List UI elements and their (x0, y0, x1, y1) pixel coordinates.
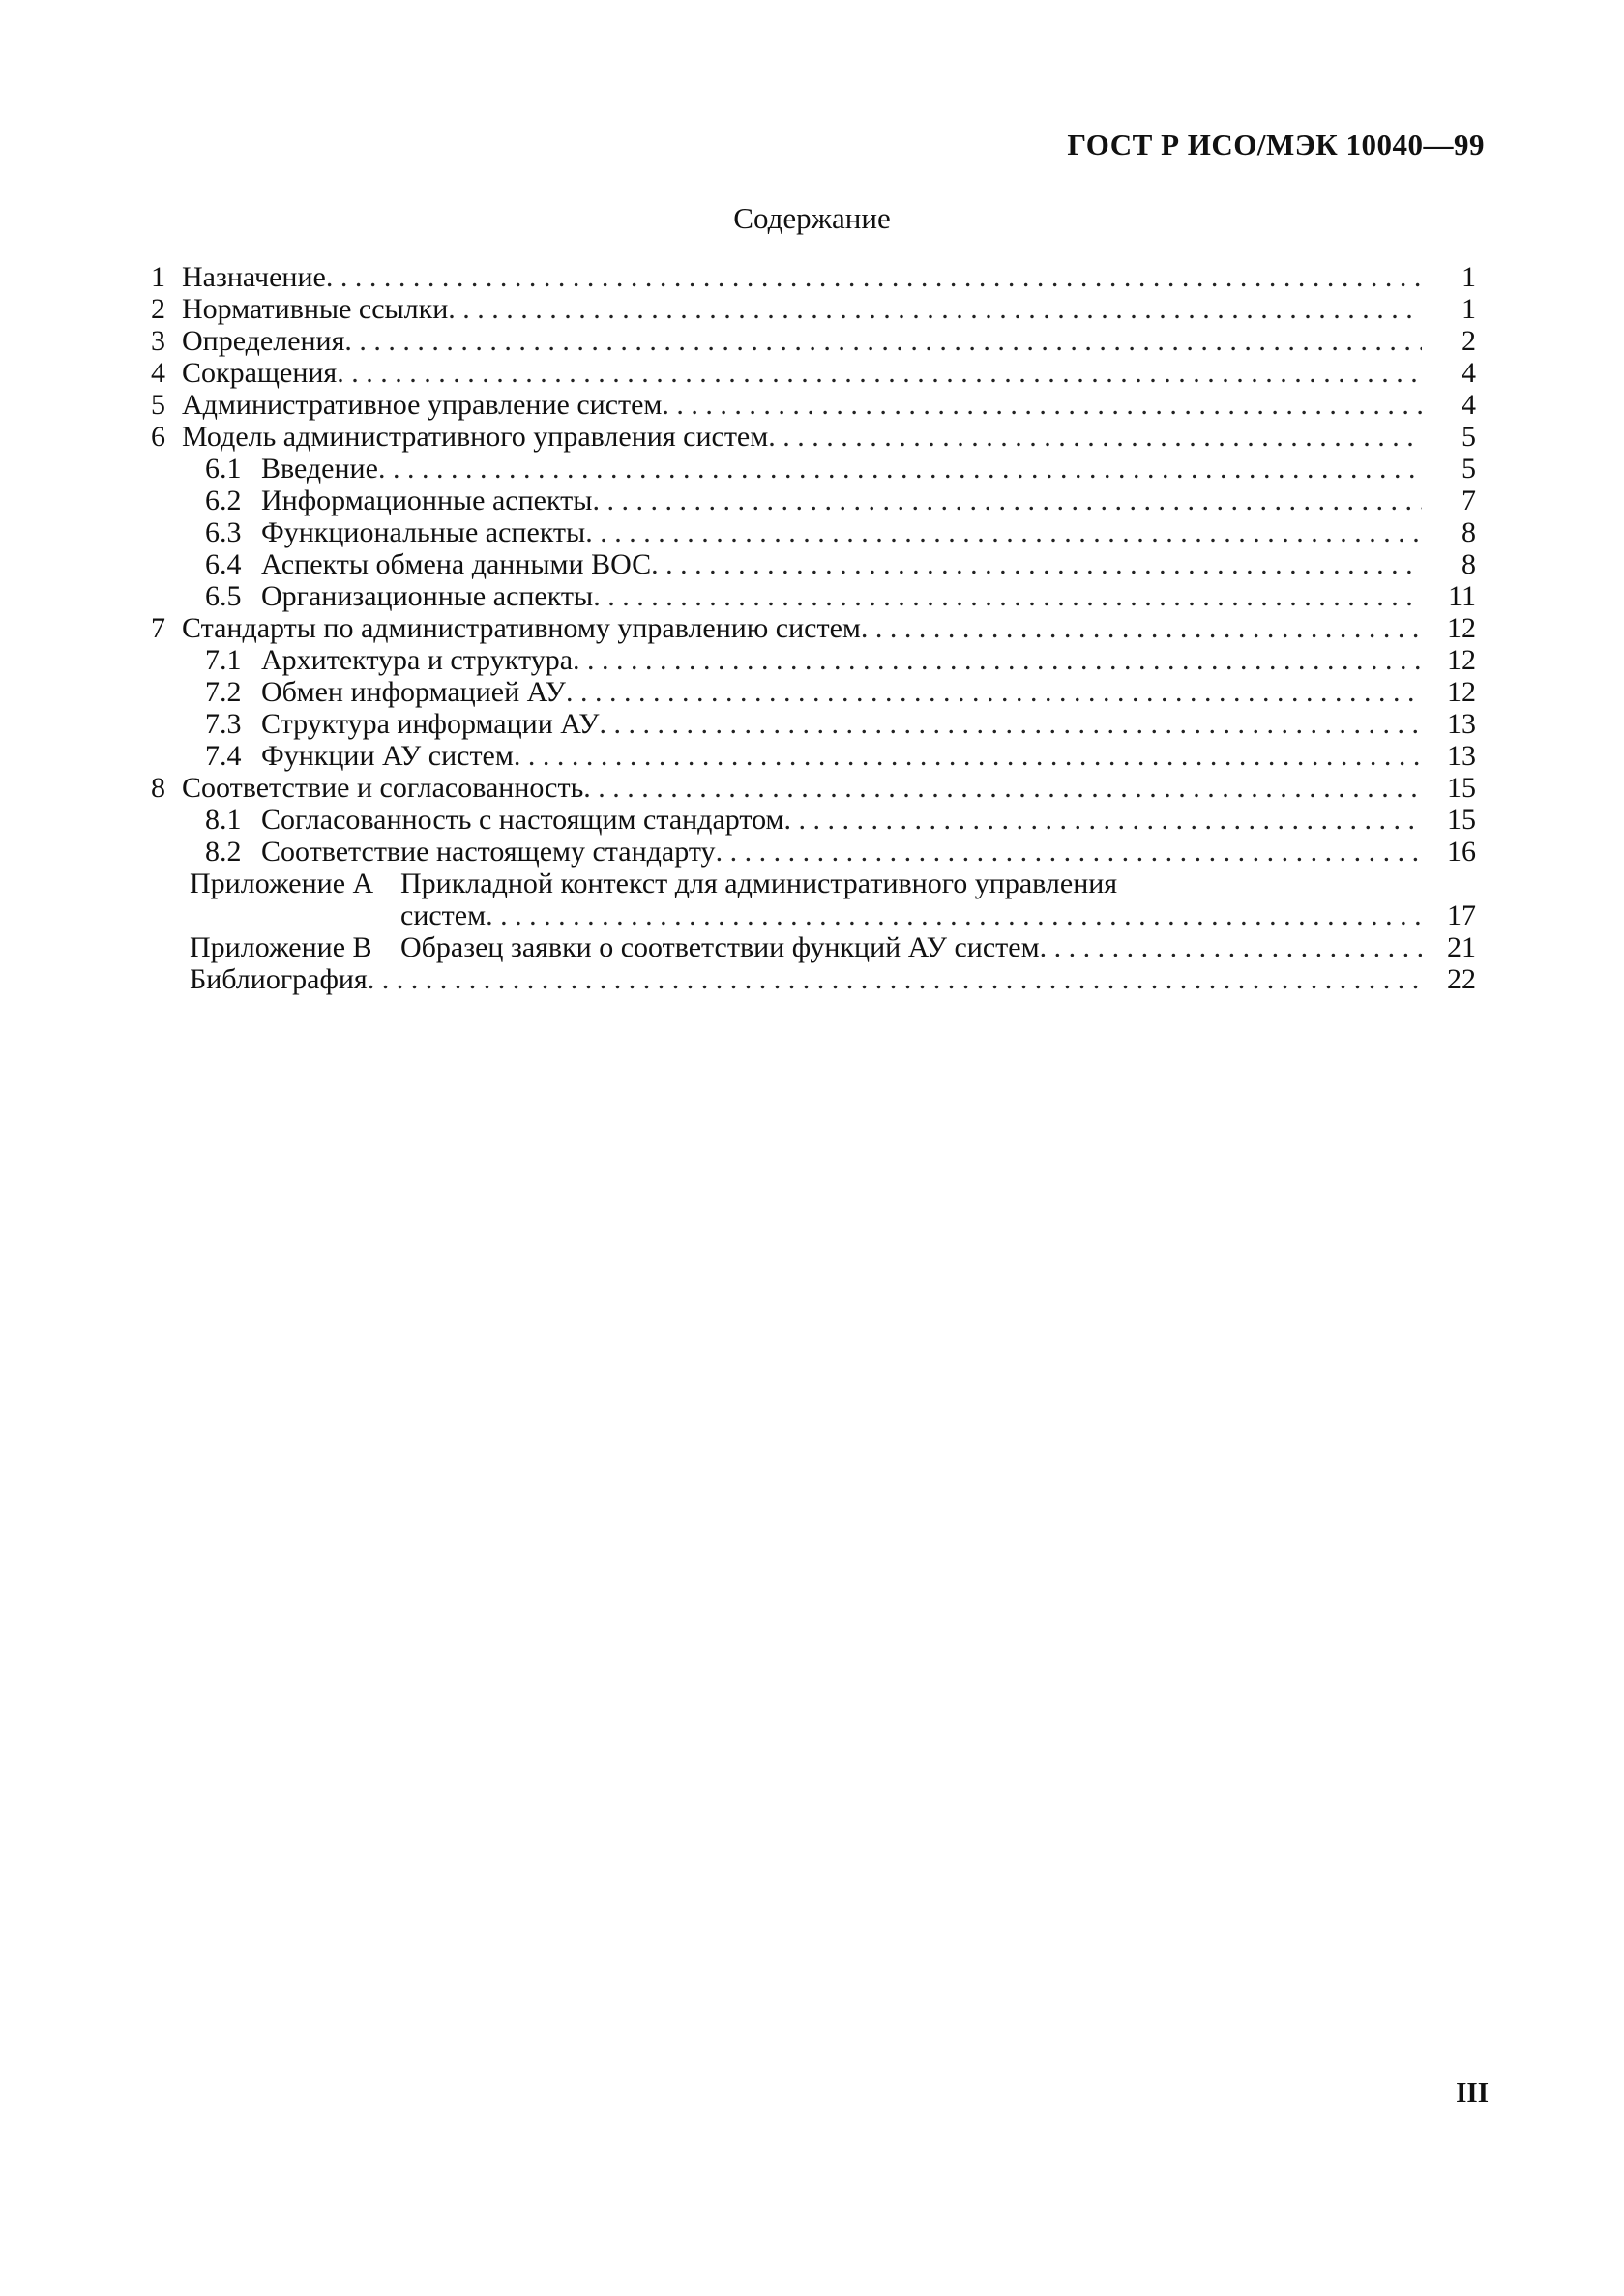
toc-entry-page: 5 (1462, 421, 1476, 453)
toc-appendix-a-continued[interactable] (151, 899, 1476, 931)
toc-entry-title: Согласованность с настоящим стандартом (261, 804, 784, 836)
toc-entry-6-3[interactable] (151, 516, 1476, 548)
toc-entry-page: 13 (1447, 740, 1476, 772)
toc-entry-title: Функциональные аспекты (261, 516, 586, 548)
toc-entry-page: 16 (1447, 836, 1476, 868)
leader-dots (583, 772, 1422, 805)
toc-entry-title: Модель административного управления систем (182, 421, 769, 453)
page-number: III (1456, 2077, 1489, 2108)
toc-entry-page: 1 (1462, 293, 1476, 325)
toc-entry-title: Соответствие настоящему стандарту (261, 836, 716, 868)
toc-entry-5[interactable] (151, 389, 1476, 421)
toc-entry-title: Обмен информацией АУ (261, 676, 566, 708)
toc-entry-number: 4 (151, 357, 165, 389)
toc-entry-page: 22 (1447, 963, 1476, 995)
toc-entry-page: 4 (1462, 357, 1476, 389)
appendix-b-title: Образец заявки о соответствии функций АУ систем (400, 931, 1040, 963)
toc-entry-8[interactable] (151, 772, 1476, 804)
toc-entry-8-1[interactable] (151, 804, 1476, 836)
toc-entry-page: 2 (1462, 325, 1476, 357)
toc-entry-title: Сокращения (182, 357, 338, 389)
toc-entry-6-5[interactable] (151, 580, 1476, 612)
toc-entry-page: 12 (1447, 676, 1476, 708)
standard-code: ГОСТ Р ИСО/МЭК 10040—99 (1067, 128, 1485, 162)
toc-entry-6-2[interactable] (151, 485, 1476, 516)
toc-entry-page: 15 (1447, 804, 1476, 836)
leader-dots (861, 612, 1422, 645)
appendix-a-title-line1: Прикладной контекст для административного управления (400, 868, 1118, 899)
leader-dots (593, 580, 1422, 613)
toc-entry-title: Соответствие и согласованность (182, 772, 584, 804)
leader-dots (326, 261, 1422, 294)
leader-dots (337, 357, 1422, 390)
leader-dots (514, 740, 1422, 773)
toc-entry-7-2[interactable] (151, 676, 1476, 708)
toc-entry-number: 7.3 (205, 708, 242, 740)
leader-dots (662, 389, 1422, 422)
toc-entry-title: Введение (261, 453, 378, 485)
toc-entry-page: 15 (1447, 772, 1476, 804)
toc-entry-title: Нормативные ссылки (182, 293, 449, 325)
toc-entry-title: Структура информации АУ (261, 708, 600, 740)
toc-entry-4[interactable] (151, 357, 1476, 389)
leader-dots (378, 453, 1422, 486)
toc-entry-6[interactable] (151, 421, 1476, 453)
toc-entry-number: 6.1 (205, 453, 242, 485)
leader-dots (566, 676, 1422, 709)
toc-entry-title: Информационные аспекты (261, 485, 593, 516)
toc-entry-number: 6 (151, 421, 165, 453)
toc-entry-number: 8.2 (205, 836, 242, 868)
toc-entry-page: 8 (1462, 548, 1476, 580)
toc-entry-page: 12 (1447, 612, 1476, 644)
toc-entry-title: Архитектура и структура (261, 644, 574, 676)
toc-entry-title: Назначение (182, 261, 326, 293)
leader-dots (768, 421, 1422, 454)
toc-entry-6-4[interactable] (151, 548, 1476, 580)
toc-entry-title: Административное управление систем (182, 389, 663, 421)
toc-entry-7-4[interactable] (151, 740, 1476, 772)
toc-entry-number: 5 (151, 389, 165, 421)
bibliography-title: Библиография (190, 963, 368, 995)
toc-title: Содержание (733, 201, 891, 235)
toc-entry-number: 6.4 (205, 548, 242, 580)
toc-entry-page: 11 (1448, 580, 1476, 612)
toc-entry-2[interactable] (151, 293, 1476, 325)
toc-entry-page: 12 (1447, 644, 1476, 676)
table-of-contents (151, 261, 1476, 995)
toc-entry-page: 17 (1447, 899, 1476, 931)
toc-entry-1[interactable] (151, 261, 1476, 293)
toc-appendix-b[interactable] (151, 931, 1476, 963)
toc-entry-7[interactable] (151, 612, 1476, 644)
leader-dots (585, 516, 1422, 549)
toc-entry-title: Аспекты обмена данными ВОС (261, 548, 652, 580)
toc-entry-page: 5 (1462, 453, 1476, 485)
toc-entry-8-2[interactable] (151, 836, 1476, 868)
toc-appendix-a[interactable] (151, 868, 1476, 899)
leader-dots (784, 804, 1423, 837)
toc-entry-number: 7.2 (205, 676, 242, 708)
toc-entry-page: 4 (1462, 389, 1476, 421)
toc-entry-number: 6.3 (205, 516, 242, 548)
appendix-b-label: Приложение В (190, 931, 372, 963)
toc-entry-number: 7.4 (205, 740, 242, 772)
toc-entry-number: 6.2 (205, 485, 242, 516)
toc-entry-number: 6.5 (205, 580, 242, 612)
toc-entry-page: 8 (1462, 516, 1476, 548)
toc-entry-title: Определения (182, 325, 345, 357)
leader-dots (1040, 931, 1422, 964)
toc-entry-3[interactable] (151, 325, 1476, 357)
toc-entry-7-1[interactable] (151, 644, 1476, 676)
toc-entry-number: 2 (151, 293, 165, 325)
toc-entry-number: 3 (151, 325, 165, 357)
toc-entry-number: 8.1 (205, 804, 242, 836)
toc-entry-page: 21 (1447, 931, 1476, 963)
toc-entry-number: 7 (151, 612, 165, 644)
leader-dots (651, 548, 1422, 581)
toc-entry-number: 1 (151, 261, 165, 293)
leader-dots (486, 899, 1422, 932)
toc-entry-page: 7 (1462, 485, 1476, 516)
leader-dots (368, 963, 1422, 996)
toc-entry-page: 1 (1462, 261, 1476, 293)
toc-entry-page: 13 (1447, 708, 1476, 740)
toc-entry-7-3[interactable] (151, 708, 1476, 740)
toc-entry-6-1[interactable] (151, 453, 1476, 485)
leader-dots (716, 836, 1422, 868)
toc-entry-number: 7.1 (205, 644, 242, 676)
toc-entry-title: Функции АУ систем (261, 740, 514, 772)
leader-dots (344, 325, 1422, 358)
leader-dots (592, 485, 1422, 517)
appendix-a-label: Приложение А (190, 868, 374, 899)
leader-dots (573, 644, 1422, 677)
toc-entry-title: Стандарты по административному управлению систем (182, 612, 861, 644)
toc-entry-number: 8 (151, 772, 165, 804)
leader-dots (448, 293, 1422, 326)
toc-bibliography[interactable] (151, 963, 1476, 995)
leader-dots (600, 708, 1422, 741)
appendix-a-title-line2: систем (400, 899, 487, 931)
toc-entry-title: Организационные аспекты (261, 580, 594, 612)
